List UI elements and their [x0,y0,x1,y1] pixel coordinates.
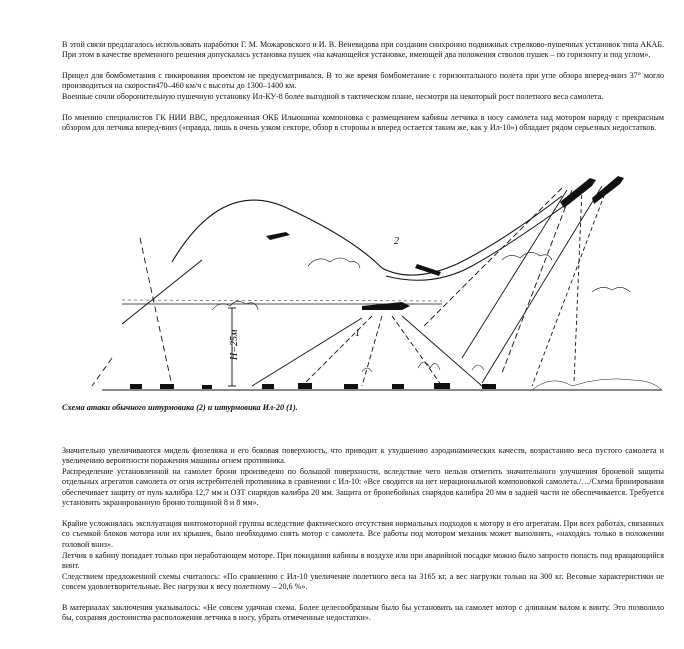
paragraph-midel: Значительно увеличиваются мидель фюзеляжа и его боковая поверхность, что приводит к ухудшению аэродинамических качеств, возрастанию веса пустого самолета и увеличению вероятности поражения машины огнем противника. [62,446,664,466]
paragraph-engine-maintenance: Крайне усложнялась эксплуатация винтомоторной группы вследствие фактического отсутствия нормальных подходов к мотору и его агрегатам. При всех работах, связанных со съемкой блоков мотора или их крышек, было необходимо снять мотор с самолета. Все работы под мотором механик может выполнять, «находясь только в положении головой вниз». [62,519,664,549]
paragraph-cockpit-access: Летчик в кабину попадает только при неработающем моторе. При покидании кабины в воздухе или при аварийной посадке можно было запросто попасть под вращающийся винт. [62,551,664,571]
paragraph-armor: Распределение установленной на самолет брони произведено по большой поверхности, вследствие чего нельзя отметить значительного улучшения броневой защиты отдельных агрегатов самолета от огня истребителей противника в сравнении с Ил-10: «Все сводится на нет нерациональной компоновкой самолета./…/Схема бронирования обеспечивает защиту от пуль калибра 12,7 мм и ОЗТ снарядов калибра 20 мм. Защита от бронебойных снарядов калибра 20 мм в задней части не обеспечивается. Требуется установить экранированную броню толщиной 8 и 8 мм». [62,467,664,508]
paragraph-conclusion: В материалах заключения указывалось: «Не совсем удачная схема. Более целесообразным было бы установить на самолет мотор с длинным валом к винту. Это позволило бы, сохраняя достоинства расположения летчика в носу, убрать отмеченные недостатки». [62,603,664,623]
paragraph-niivvs-opinion: По мнению специалистов ГК НИИ ВВС, предложенная ОКБ Ильюшина компоновка с размещением кабины летчика в носу самолета над мотором наряду с прекрасным обзором для летчика вперед-вниз («правда, лишь в очень узком секторе, обзор в стороны и вперед остается таким же, как у Ил-10») обладает рядом серьезных недостатков. [62,113,664,133]
paragraph-akab: В этой связи предлагалось использовать наработки Г. М. Можаровского и И. В. Веневидова при создании синхронно подвижных стрелково-пушечных установок типа АКАБ. При этом в качестве временного решения допускалась установка пушек «на качающейся установке, имеющей два положения стволов пушек – по горизонту и под углом». [62,40,664,60]
label-1: 1 [355,328,360,339]
paragraph-weight: Следствием предложенной схемы считалось: «По сравнению с Ил-10 увеличение полетного веса на 3165 кг, а вес нагрузки только на 300 кг. Весовые характеристики не совсем удовлетворительные. Вес нагрузки к весу полетному – 20,6 %». [62,572,664,592]
figure-caption: Схема атаки обычного штурмовика (2) и штурмовика Ил-20 (1). [62,403,298,412]
attack-scheme-diagram [62,158,664,404]
paragraph-military-opinion: Военные сочли оборонительную пушечную установку Ил-КУ-8 более выгодной в тактическом плане, несмотря на некоторый рост полетного веса самолета. [62,92,604,101]
paragraph-bomb-sight: Прицел для бомбометания с пикирования проектом не предусматривался. В то же время бомбометание с горизонтального полета при угле обзора вперед-вниз 37° могло производиться на скорости470–460 км/ч с высоты до 1300–1400 км. [62,71,664,91]
label-2: 2 [394,236,399,247]
height-label: Н=25м [229,329,240,360]
